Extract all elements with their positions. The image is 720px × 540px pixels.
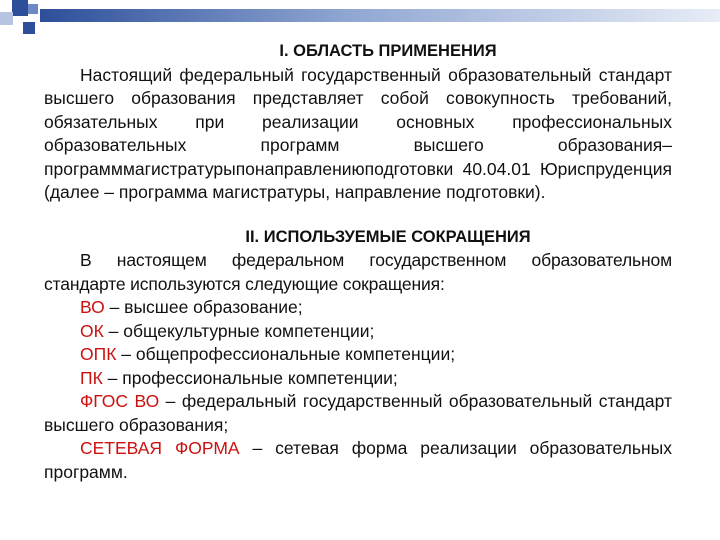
abbr-definition: – федеральный государственный образовательный стандарт высшего образования; (44, 391, 672, 435)
abbr-item (44, 320, 672, 344)
abbr-definition: – профессиональные компетенции; (102, 367, 398, 388)
abbr-term: ОК (80, 320, 104, 341)
abbr-definition: – общекультурные компетенции; (103, 320, 375, 341)
abbr-term: ПК (80, 367, 103, 388)
abbr-definition: – общепрофессиональные компетенции; (116, 344, 456, 364)
section-2-title: II. ИСПОЛЬЗУЕМЫЕ СОКРАЩЕНИЯ (245, 227, 531, 246)
section-1-title: I. ОБЛАСТЬ ПРИМЕНЕНИЯ (279, 42, 497, 60)
abbr-item (44, 367, 672, 391)
abbr-term: ОПК (80, 344, 117, 364)
abbr-term: ВО (80, 297, 105, 317)
section-1-text: Настоящий федеральный государственный образовательный стандарт высшего образования представляет собой совокупность требований, обязательных при реализации основных профессиональных образовательных программ высшего образования–программмагистратурыпонаправлениюподготовки 40.04.01 Юриспруденция (далее – программа магистратуры, направление подготовки). (44, 64, 672, 202)
corner-square-dark-2 (23, 22, 35, 34)
corner-square-mid (28, 4, 38, 14)
document-body (44, 40, 672, 484)
header-gradient-band (40, 9, 720, 22)
abbr-definition: – сетевая форма реализации образовательных программ. (44, 438, 672, 482)
abbr-item (44, 296, 672, 320)
corner-square-dark (12, 0, 28, 16)
abbr-term: СЕТЕВАЯ ФОРМА (80, 438, 240, 458)
abbr-definition: – высшее образование; (104, 297, 303, 317)
abbr-item (44, 437, 672, 484)
abbr-term: ФГОС ВО (80, 391, 160, 411)
corner-square-light (0, 12, 13, 25)
section-2-intro: В настоящем федеральном государственном образовательном стандарте используются следующие сокращения: (44, 250, 672, 294)
abbr-item (44, 390, 672, 437)
abbr-item (44, 343, 672, 367)
